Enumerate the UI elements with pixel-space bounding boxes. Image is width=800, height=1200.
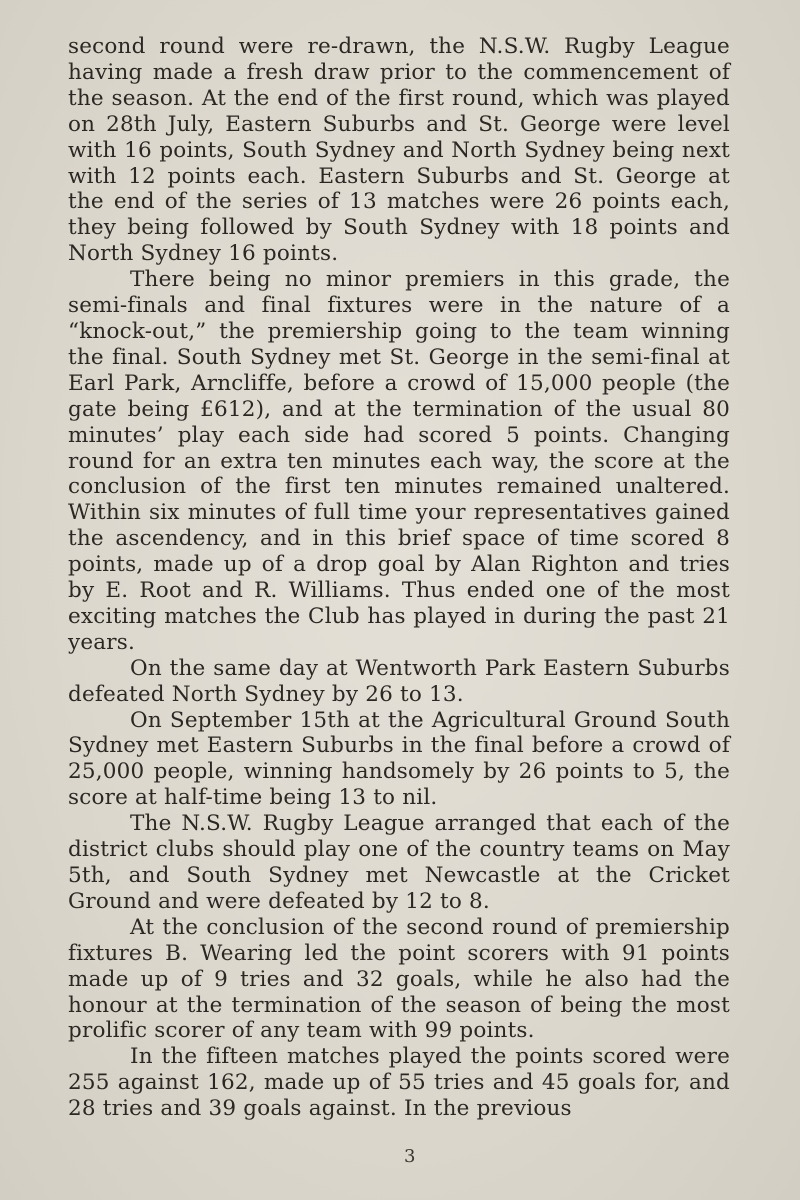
paragraph-5: The N.S.W. Rugby League arranged that each of the district clubs should play one of the country teams on May 5th, and South Sydney met Newcastle at the Cricket Ground and were defeated by 12 to 8.: [68, 811, 730, 914]
paragraph-7: In the fifteen matches played the points scored were 255 against 162, made up of 55 tries and 45 goals for, and 28 tries and 39 goals against. In the previous: [68, 1044, 730, 1122]
paragraph-4: On September 15th at the Agricultural Ground South Sydney met Eastern Suburbs in the final before a crowd of 25,000 people, winning handsomely by 26 points to 5, the score at half-time being 13 to nil.: [68, 707, 730, 811]
paragraph-1: second round were re-drawn, the N.S.W. Rugby League having made a fresh draw prior to the commencement of the season. At the end of the first round, which was played on 28th July, Eastern Suburbs and St. George were level with 16 points, South Sydney and North Sydney being next with 12 points each. Eastern Suburbs and St. George at the end of the series of 13 matches were 26 points each, they being followed by South Sydney with 18 points and North Sydney 16 points.: [68, 34, 730, 267]
paragraph-3: On the same day at Wentworth Park Eastern Suburbs defeated North Sydney by 26 to 13.: [68, 655, 730, 707]
body-text: [68, 34, 730, 1122]
page-number: 3: [404, 1146, 416, 1167]
paragraph-6: At the conclusion of the second round of premiership fixtures B. Wearing led the point scorers with 91 points made up of 9 tries and 32 goals, while he also had the honour at the termination of the season of being the most prolific scorer of any team with 99 points.: [68, 914, 730, 1044]
paragraph-2: There being no minor premiers in this grade, the semi-finals and final fixtures were in the nature of a “knock-out,” the premiership going to the team winning the final. South Sydney met St. George in the semi-final at Earl Park, Arncliffe, before a crowd of 15,000 people (the gate being £612), and at the termination of the usual 80 minutes’ play each side had scored 5 points. Changing round for an extra ten minutes each way, the score at the conclusion of the first ten minutes remained unaltered. Within six minutes of full time your representatives gained the ascendency, and in this brief space of time scored 8 points, made up of a drop goal by Alan Righton and tries by E. Root and R. Williams. Thus ended one of the most exciting matches the Club has played in during the past 21 years.: [68, 267, 730, 655]
